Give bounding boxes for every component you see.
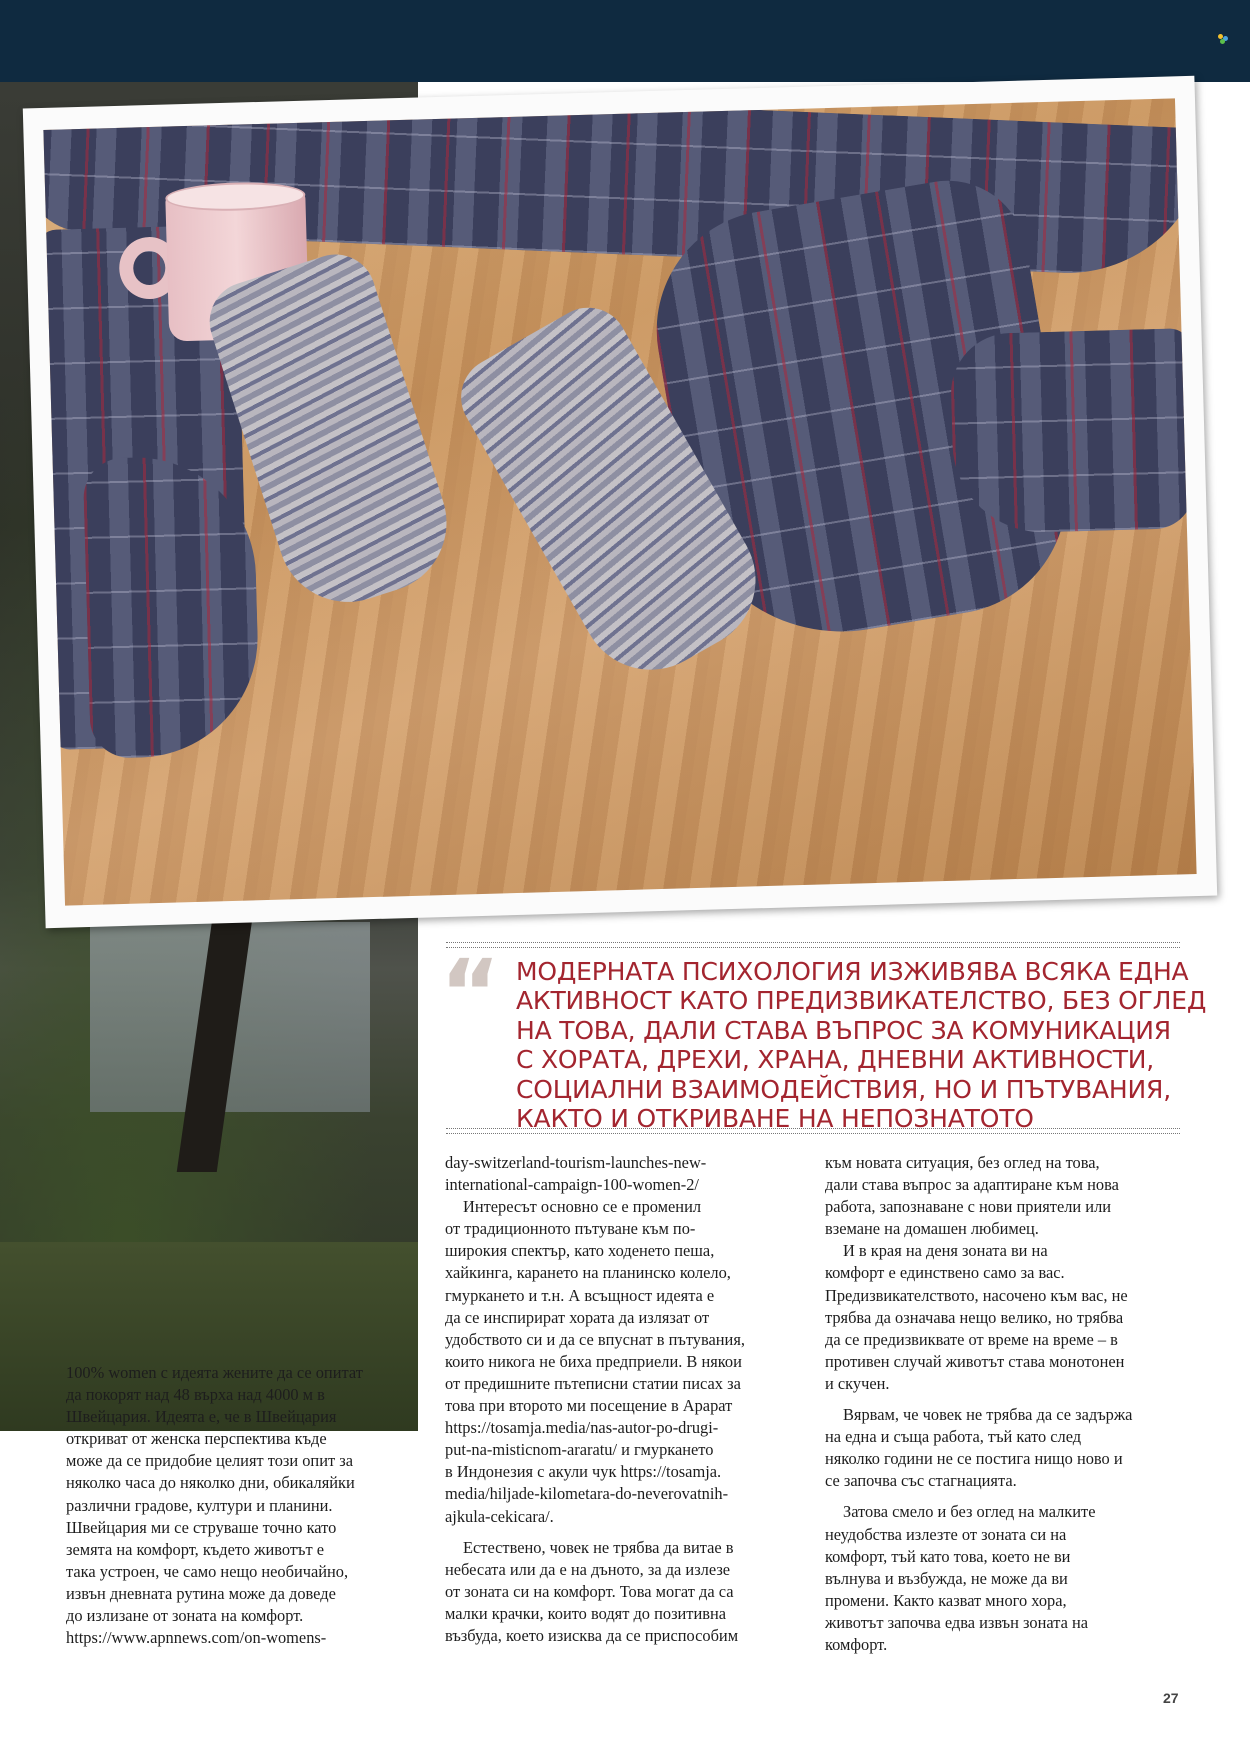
text-line: няколко часа до няколко дни, обикаляйки — [66, 1473, 355, 1493]
text-line: в Индонезия с акули чук https://tosamja. — [445, 1462, 722, 1482]
text-line: противен случай животът става монотонен — [825, 1351, 1125, 1371]
text-line: откриват от женска перспектива къде — [66, 1429, 327, 1449]
text-line: се започва със стагнацията. — [825, 1471, 1017, 1491]
text-line: животът започва едва извън зоната на — [825, 1612, 1089, 1632]
text-line: може да се придобие целият този опит за — [66, 1451, 353, 1471]
text-line: Швейцария. Идеята е, че в Швейцария — [66, 1407, 337, 1427]
paragraph — [825, 1152, 1185, 1240]
text-line: https://tosamja.media/nas-autor-po-drugi- — [445, 1418, 719, 1438]
text-line: комфорт. — [825, 1634, 888, 1654]
body-column-3 — [825, 1152, 1185, 1656]
text-line: до излизане от зоната на комфорт. — [66, 1606, 304, 1626]
text-line: малки крачки, които водят до позитивна — [445, 1603, 727, 1623]
pull-quote-line: КАКТО И ОТКРИВАНЕ НА НЕПОЗНАТОТО — [516, 1104, 1034, 1134]
page-number: 27 — [1163, 1690, 1179, 1706]
text-line: вземане на домашен любимец. — [825, 1219, 1039, 1239]
text-line: които никога не биха предприели. В някои — [445, 1351, 742, 1371]
text-line: широкия спектър, като ходенето пеша, — [445, 1241, 715, 1261]
text-line: да покорят над 48 върха над 4000 м в — [66, 1385, 325, 1405]
paragraph — [66, 1362, 416, 1649]
text-line: възбуда, което изисква да се приспособим — [445, 1625, 739, 1645]
text-line: да се предизвиквате от време на време – в — [825, 1329, 1118, 1349]
text-line: Естествено, човек не трябва да витае в — [463, 1537, 734, 1557]
text-line: international-campaign-100-women-2/ — [445, 1175, 699, 1195]
text-line: Швейцария ми се струваше точно като — [66, 1517, 337, 1537]
text-line: Предизвикателството, насочено към вас, не — [825, 1285, 1128, 1305]
text-line: от традиционното пътуване към по- — [445, 1219, 696, 1239]
paragraph — [445, 1537, 795, 1647]
text-line: https://www.apnnews.com/on-womens- — [66, 1628, 327, 1648]
quote-rule-bottom — [446, 1128, 1180, 1134]
text-line: media/hiljade-kilometara-do-neverovatnih- — [445, 1484, 729, 1504]
text-line: промени. Както казват много хора, — [825, 1590, 1067, 1610]
text-line: от предишните пътеписни статии писах за — [445, 1373, 741, 1393]
quote-rule-top — [446, 942, 1180, 948]
pull-quote-line: СОЦИАЛНИ ВЗАИМОДЕЙСТВИЯ, НО И ПЪТУВАНИЯ, — [516, 1074, 1171, 1104]
text-line: извън дневната рутина може да доведе — [66, 1583, 336, 1603]
text-line: вълнува и възбужда, не може да ви — [825, 1568, 1068, 1588]
text-line: така устроен, че само нещо необичайно, — [66, 1561, 349, 1581]
text-line: трябва да означава нещо велико, но трябва — [825, 1307, 1124, 1327]
text-line: дали става въпрос за адаптиране към нова — [825, 1175, 1119, 1195]
logo-dots-icon — [1218, 34, 1228, 44]
photo-frame — [23, 76, 1217, 928]
quote-mark-icon: “ — [440, 940, 501, 1047]
text-line: комфорт, тъй като това, което не ви — [825, 1546, 1071, 1566]
pull-quote-line: НА ТОВА, ДАЛИ СТАВА ВЪПРОС ЗА КОМУНИКАЦИЯ — [516, 1015, 1171, 1045]
pull-quote-line: МОДЕРНАТА ПСИХОЛОГИЯ ИЗЖИВЯВА ВСЯКА ЕДНА — [516, 957, 1189, 986]
text-line: неудобства излезте от зоната си на — [825, 1524, 1067, 1544]
text-line: да се инспирират хората да излязат от — [445, 1307, 710, 1327]
paragraph — [445, 1152, 795, 1196]
text-line: Затова смело и без оглед на малките — [843, 1502, 1096, 1522]
paragraph — [825, 1501, 1185, 1656]
text-line: комфорт е единствено само за вас. — [825, 1263, 1065, 1283]
text-line: небесата или да е на дъното, за да излезе — [445, 1559, 731, 1579]
text-line: земята на комфорт, където животът е — [66, 1539, 325, 1559]
text-line: 100% women с идеята жените да се опитат — [66, 1363, 363, 1382]
text-line: удобството си и да се впуснат в пътувания, — [445, 1329, 745, 1349]
socks-photo — [43, 98, 1196, 905]
text-line: ajkula-cekicara/. — [445, 1506, 554, 1526]
text-line: на една и съща работа, тъй като след — [825, 1427, 1082, 1447]
text-line: от зоната си на комфорт. Това могат да са — [445, 1581, 734, 1601]
pull-quote-line: С ХОРАТА, ДРЕХИ, ХРАНА, ДНЕВНИ АКТИВНОСТИ, — [516, 1045, 1155, 1075]
text-line: различни градове, култури и планини. — [66, 1495, 333, 1515]
text-line: хайкинга, карането на планинско колело, — [445, 1263, 731, 1283]
paragraph — [445, 1196, 795, 1527]
text-line: гмуркането и т.н. А всъщност идеята е — [445, 1285, 715, 1305]
text-line: няколко години не се постига нищо ново и — [825, 1449, 1123, 1469]
text-line: И в края на деня зоната ви на — [843, 1241, 1048, 1261]
body-column-1 — [66, 1362, 416, 1649]
text-line: day-switzerland-tourism-launches-new- — [445, 1153, 707, 1172]
header-bar — [0, 0, 1250, 82]
text-line: Вярвам, че човек не трябва да се задържа — [843, 1405, 1133, 1425]
paragraph — [825, 1240, 1185, 1395]
paragraph — [825, 1404, 1185, 1492]
text-line: put-na-misticnom-araratu/ и гмуркането — [445, 1440, 714, 1460]
body-column-2 — [445, 1152, 795, 1647]
text-line: работа, запознаване с нови приятели или — [825, 1197, 1112, 1217]
text-line: и скучен. — [825, 1373, 890, 1393]
pull-quote-line: АКТИВНОСТ КАТО ПРЕДИЗВИКАТЕЛСТВО, БЕЗ ОГЛЕД — [516, 986, 1207, 1016]
text-line: към новата ситуация, без оглед на това, — [825, 1153, 1100, 1172]
pull-quote — [516, 957, 1207, 1134]
text-line: Интересът основно се е променил — [463, 1197, 702, 1217]
text-line: това при второто ми посещение в Арарат — [445, 1396, 733, 1416]
